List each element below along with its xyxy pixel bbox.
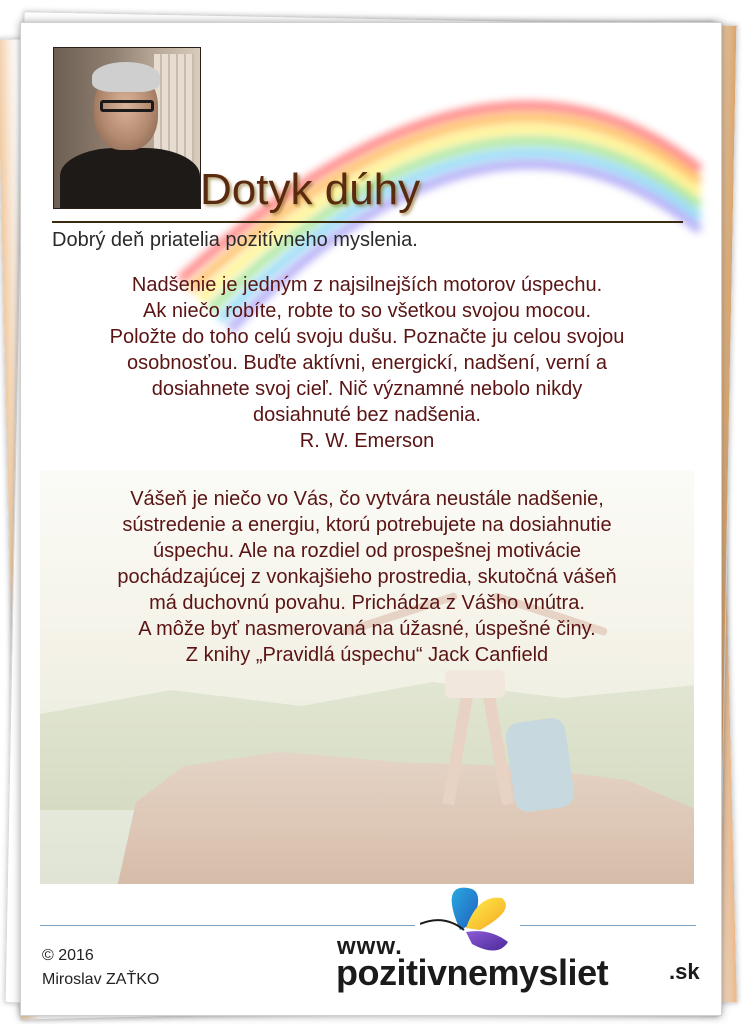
greeting-text: Dobrý deň priatelia pozitívneho myslenia. [52, 229, 418, 251]
copyright-year: © 2016 [42, 947, 94, 964]
copyright-author: Miroslav ZAŤKO [42, 971, 160, 988]
butterfly-logo-icon [420, 884, 516, 960]
quote-line: Vášeň je niečo vo Vás, čo vytvára neustále nadšenie, [130, 488, 604, 510]
page-title: Dotyk dúhy [200, 165, 421, 214]
quote-canfield [52, 486, 682, 668]
quote-line: úspechu. Ale na rozdiel od prospešnej motivácie [152, 540, 582, 562]
logo-site-name: pozitivnemysliet [336, 952, 609, 993]
footer-rule-right [520, 925, 696, 926]
quote-line: Položte do toho celú svoju dušu. Poznačte ju celou svojou [109, 326, 625, 348]
footer-rule-left [40, 925, 415, 926]
quote-author: R. W. Emerson [299, 430, 435, 452]
quote-source: Z knihy „Pravidlá úspechu“ Jack Canfield [185, 644, 549, 666]
quote-line: dosiahnuté bez nadšenia. [253, 404, 481, 426]
quote-line: Ak niečo robíte, robte to so všetkou svojou mocou. [142, 300, 592, 322]
quote-line: dosiahnete svoj cieľ. Nič významné nebolo nikdy [151, 378, 583, 400]
logo-domain-suffix: .sk [669, 959, 700, 984]
quote-line: pochádzajúcej z vonkajšieho prostredia, skutočná vášeň [117, 566, 617, 588]
quote-line: sústredenie a energiu, ktorú potrebujete na dosiahnutie [122, 514, 612, 536]
logo-www-text: www. [337, 933, 403, 960]
quote-line: osobnosťou. Buďte aktívni, energickí, nadšení, verní a [126, 352, 608, 374]
quote-line: má duchovnú povahu. Prichádza z Vášho vnútra. [149, 592, 585, 614]
copyright-block [42, 944, 159, 992]
author-photo [53, 47, 201, 209]
quote-line: Nadšenie je jedným z najsilnejších motorov úspechu. [131, 274, 603, 296]
quote-line: A môže byť nasmerovaná na úžasné, úspešné činy. [138, 618, 596, 640]
quote-emerson [52, 272, 682, 454]
title-divider [52, 221, 683, 223]
